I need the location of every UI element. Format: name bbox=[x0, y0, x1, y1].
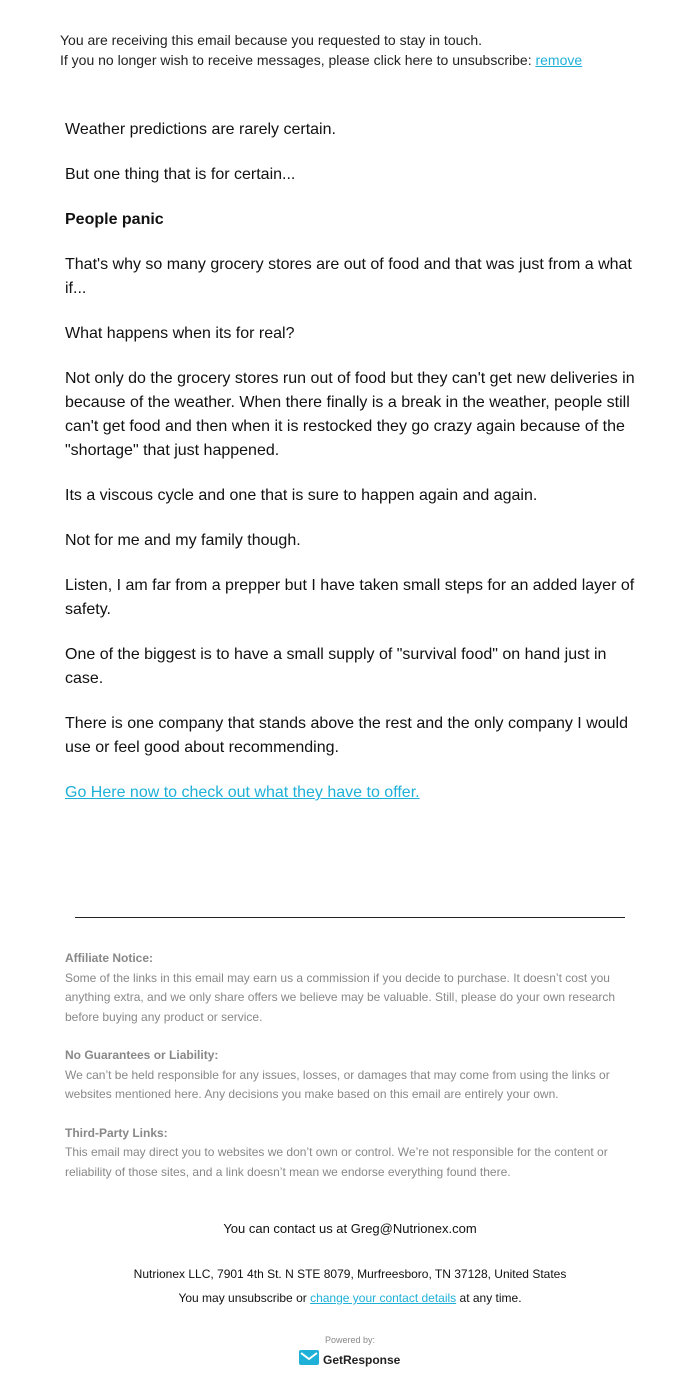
paragraph: What happens when its for real? bbox=[65, 325, 295, 342]
brand-name: GetResponse bbox=[323, 1353, 401, 1367]
paragraph: Not for me and my family though. bbox=[65, 532, 301, 549]
legal-disclaimers bbox=[65, 949, 640, 1201]
change-contact-details-link[interactable]: change your contact details bbox=[310, 1291, 457, 1305]
paragraph: Listen, I am far from a prepper but I have taken small steps for an added layer of safety. bbox=[65, 577, 635, 618]
affiliate-heading: Affiliate Notice: bbox=[65, 951, 154, 965]
paragraph: But one thing that is for certain... bbox=[65, 166, 296, 183]
unsub-prefix: You may unsubscribe or bbox=[178, 1291, 307, 1305]
notice-line-2 bbox=[60, 50, 582, 70]
contact-line: You can contact us at Greg@Nutrionex.com bbox=[223, 1221, 477, 1236]
unsubscribe-line bbox=[0, 1291, 700, 1305]
affiliate-notice bbox=[65, 949, 640, 1027]
divider bbox=[75, 917, 625, 918]
cta-paragraph bbox=[65, 781, 640, 805]
paragraph: Not only do the grocery stores run out of food but they can't get new deliveries in because of the weather. When there finally is a break in the weather, people still can't get food and then when it is restocked they go crazy again because of the "shortage" that just happened. bbox=[65, 370, 635, 459]
liability-text: We can’t be held responsible for any issues, losses, or damages that may come from using the links or websites mentioned here. Any decisions you make based on this email are entirely your own. bbox=[65, 1067, 610, 1101]
liability-notice bbox=[65, 1046, 640, 1105]
notice-line-2-text: If you no longer wish to receive messages, please click here to unsubscribe: bbox=[60, 52, 532, 68]
envelope-logo-icon bbox=[299, 1350, 319, 1370]
powered-by-label: Powered by: bbox=[324, 1335, 376, 1345]
email-body bbox=[65, 118, 640, 826]
paragraph: Weather predictions are rarely certain. bbox=[65, 121, 336, 138]
liability-heading: No Guarantees or Liability: bbox=[65, 1048, 219, 1062]
affiliate-text: Some of the links in this email may earn us a commission if you decide to purchase. It doesn’t cost you anything extra, and we only share offers we believe may be valuable. Still, please do your own research before buying any product or service. bbox=[65, 970, 616, 1024]
postal-address: Nutrionex LLC, 7901 4th St. N STE 8079, Murfreesboro, TN 37128, United States bbox=[133, 1267, 567, 1281]
third-party-notice bbox=[65, 1124, 640, 1183]
notice-line-1: You are receiving this email because you requested to stay in touch. bbox=[60, 32, 483, 48]
getresponse-logo[interactable] bbox=[299, 1350, 400, 1370]
paragraph: There is one company that stands above the rest and the only company I would use or feel good about recommending. bbox=[65, 715, 628, 756]
unsub-suffix: at any time. bbox=[459, 1291, 522, 1305]
remove-link[interactable]: remove bbox=[535, 52, 583, 68]
paragraph-bold: People panic bbox=[65, 211, 164, 228]
unsubscribe-notice bbox=[60, 30, 582, 70]
cta-link[interactable]: Go Here now to check out what they have to offer. bbox=[65, 784, 420, 801]
paragraph: That's why so many grocery stores are out of food and that was just from a what if... bbox=[65, 256, 632, 297]
paragraph: One of the biggest is to have a small supply of "survival food" on hand just in case. bbox=[65, 646, 607, 687]
third-party-text: This email may direct you to websites we don’t own or control. We’re not responsible for the content or reliability of those sites, and a link doesn’t mean we endorse everything found there. bbox=[65, 1145, 608, 1179]
paragraph: Its a viscous cycle and one that is sure to happen again and again. bbox=[65, 487, 538, 504]
third-party-heading: Third-Party Links: bbox=[65, 1125, 168, 1140]
